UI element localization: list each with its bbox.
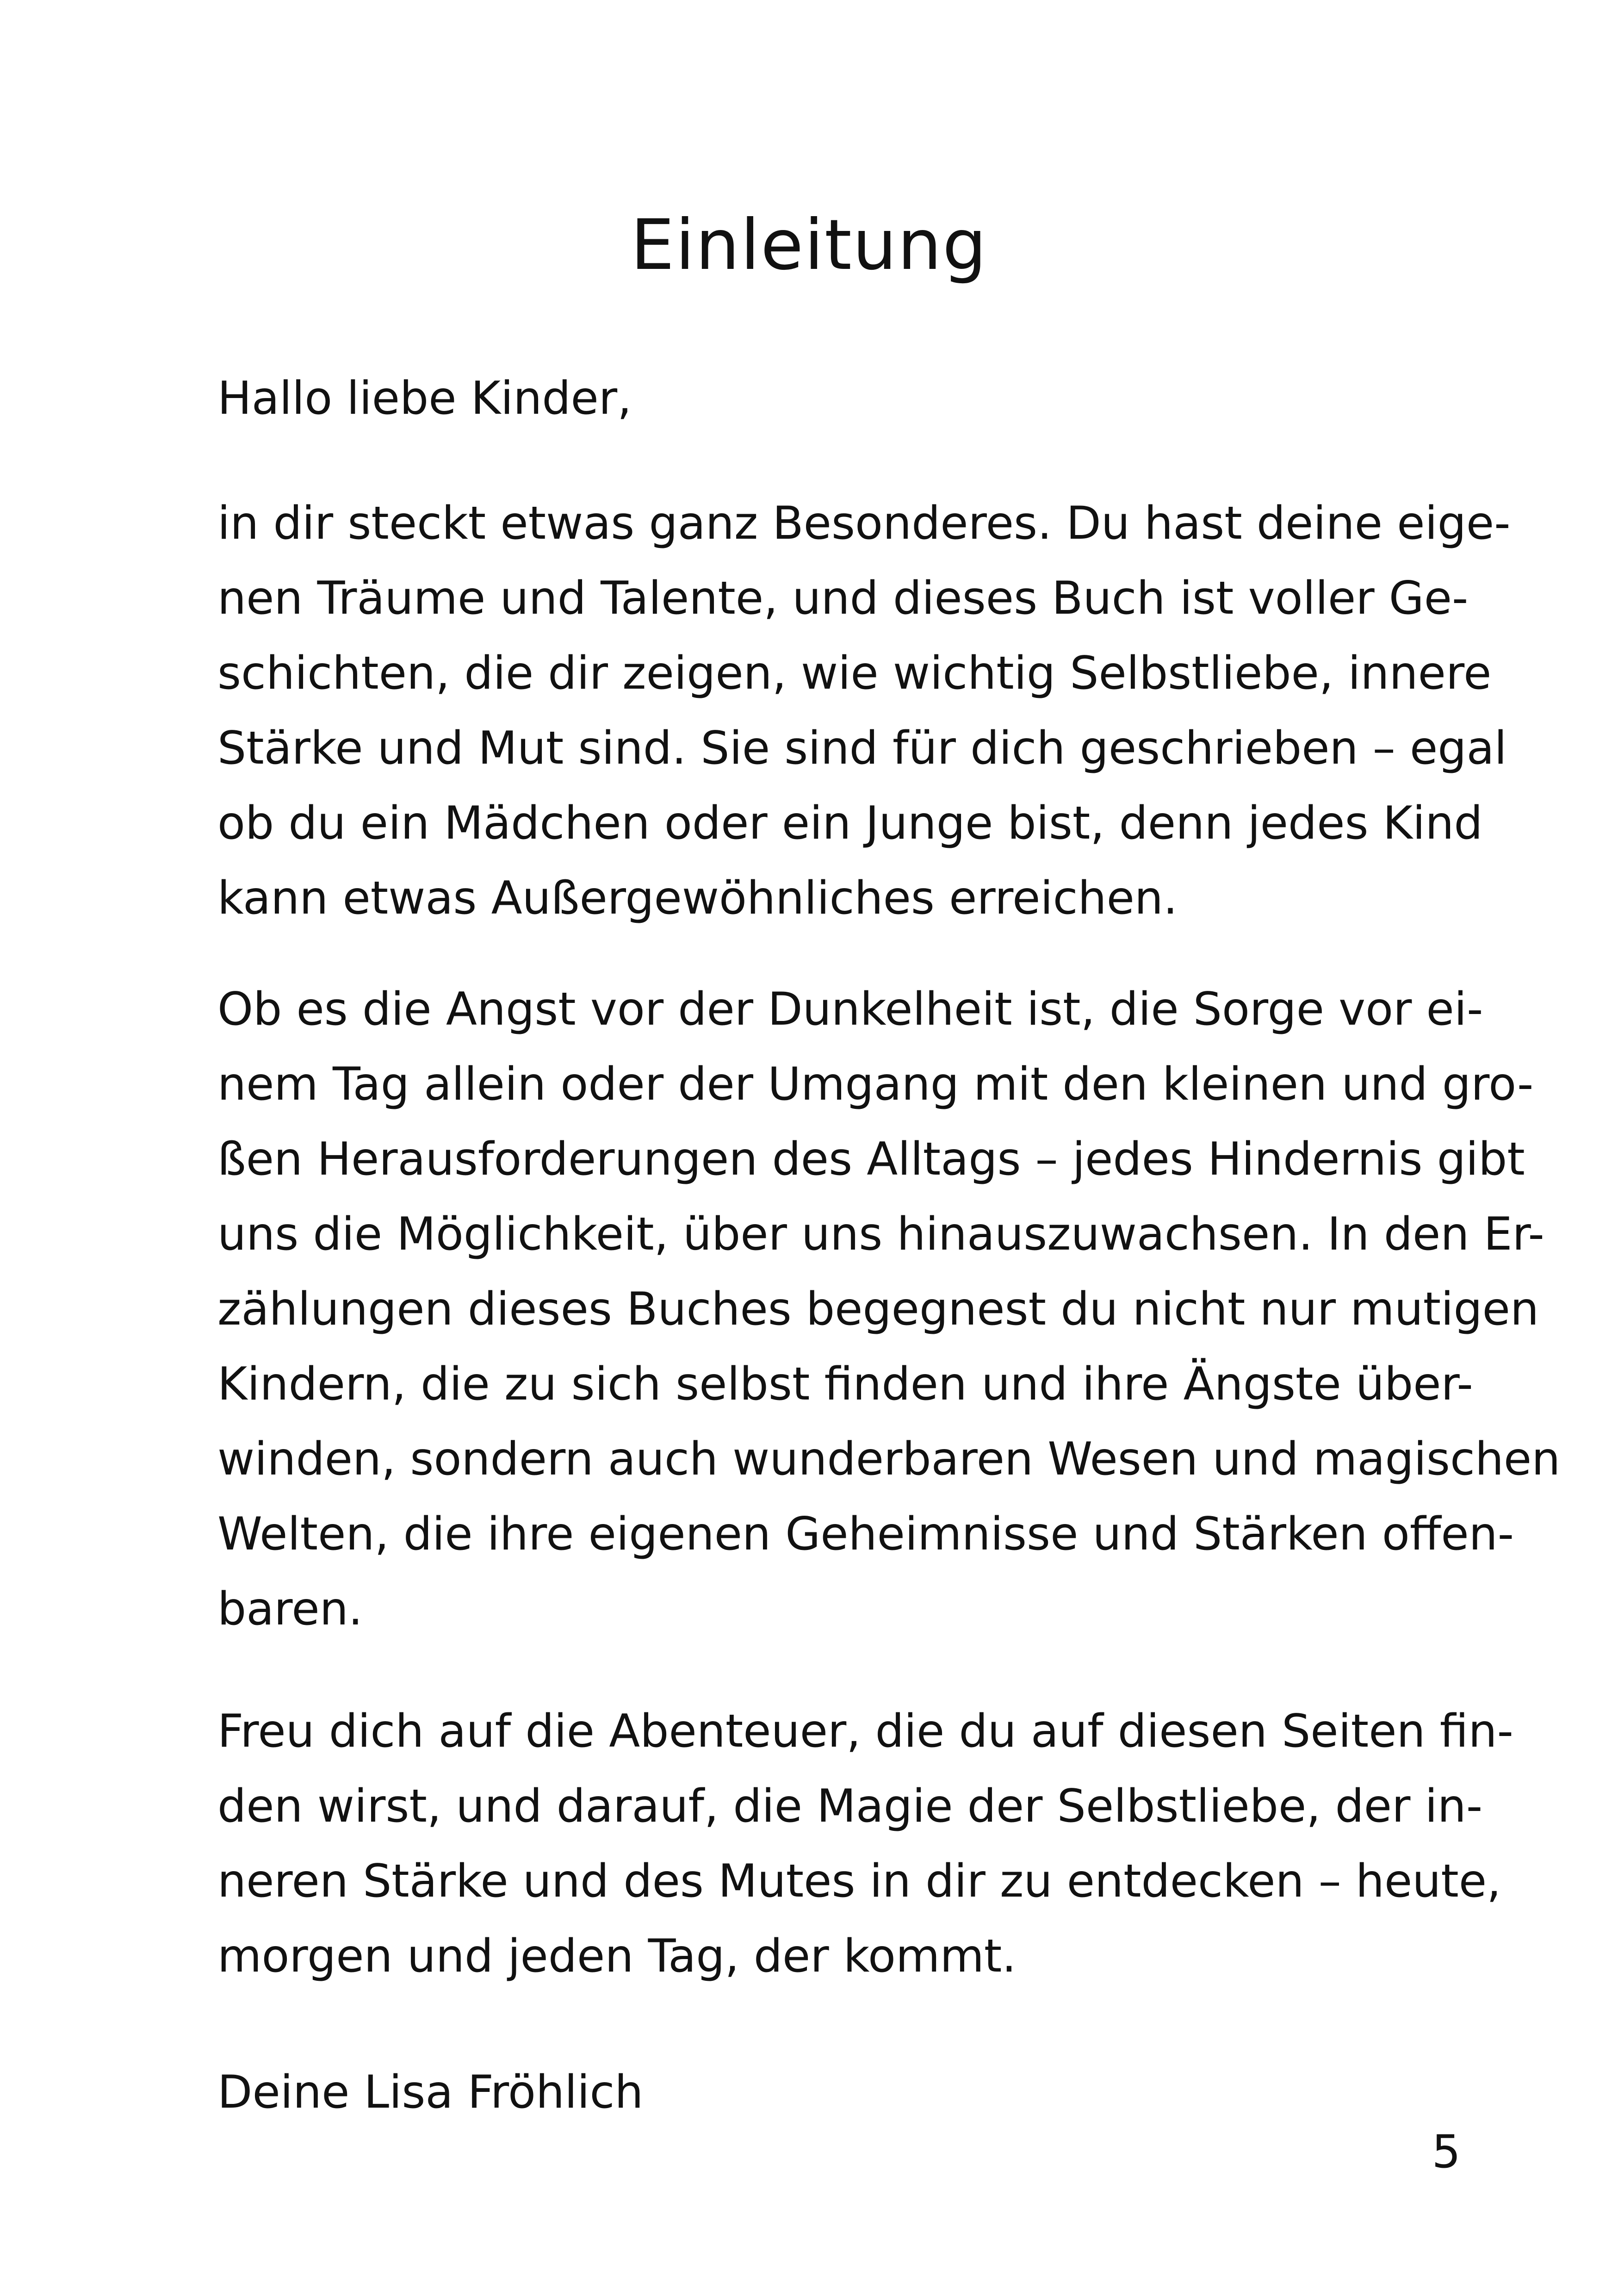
paragraph-1 [217, 486, 1511, 936]
greeting: Hallo liebe Kinder, [217, 372, 632, 425]
paragraph-line: kann etwas Außergewöhnliches erreichen. [217, 872, 1178, 925]
paragraph-line: Kindern, die zu sich selbst finden und ihre Ängste über- [217, 1358, 1473, 1411]
paragraph-line: winden, sondern auch wunderbaren Wesen und magischen [217, 1433, 1561, 1486]
paragraph-line: baren. [217, 1583, 363, 1636]
paragraph-line: den wirst, und darauf, die Magie der Selbstliebe, der in- [217, 1780, 1483, 1833]
paragraph-line: Ob es die Angst vor der Dunkelheit ist, die Sorge vor ei- [217, 983, 1483, 1036]
paragraph-line: Welten, die ihre eigenen Geheimnisse und Stärken offen- [217, 1508, 1514, 1561]
page-number: 5 [1432, 2126, 1461, 2178]
signature: Deine Lisa Fröhlich [217, 2066, 644, 2119]
paragraph-line: ob du ein Mädchen oder ein Junge bist, denn jedes Kind [217, 797, 1483, 850]
paragraph-line: Stärke und Mut sind. Sie sind für dich geschrieben – egal [217, 722, 1507, 775]
paragraph-line: ßen Herausforderungen des Alltags – jedes Hindernis gibt [217, 1133, 1525, 1186]
paragraph-3 [217, 1694, 1513, 1994]
paragraph-line: Freu dich auf die Abenteuer, die du auf diesen Seiten fin- [217, 1705, 1513, 1758]
paragraph-line: zählungen dieses Buches begegnest du nicht nur mutigen [217, 1283, 1539, 1336]
paragraph-line: morgen und jeden Tag, der kommt. [217, 1930, 1017, 1983]
chapter-title: Einleitung [630, 205, 988, 286]
paragraph-line: nen Träume und Talente, und dieses Buch ist voller Ge- [217, 572, 1469, 625]
paragraph-line: neren Stärke und des Mutes in dir zu entdecken – heute, [217, 1855, 1501, 1908]
paragraph-line: nem Tag allein oder der Umgang mit den kleinen und gro- [217, 1058, 1534, 1111]
paragraph-line: uns die Möglichkeit, über uns hinauszuwachsen. In den Er- [217, 1208, 1544, 1261]
paragraph-2 [217, 972, 1561, 1647]
paragraph-line: schichten, die dir zeigen, wie wichtig Selbstliebe, innere [217, 647, 1492, 700]
paragraph-line: in dir steckt etwas ganz Besonderes. Du hast deine eige- [217, 497, 1511, 550]
